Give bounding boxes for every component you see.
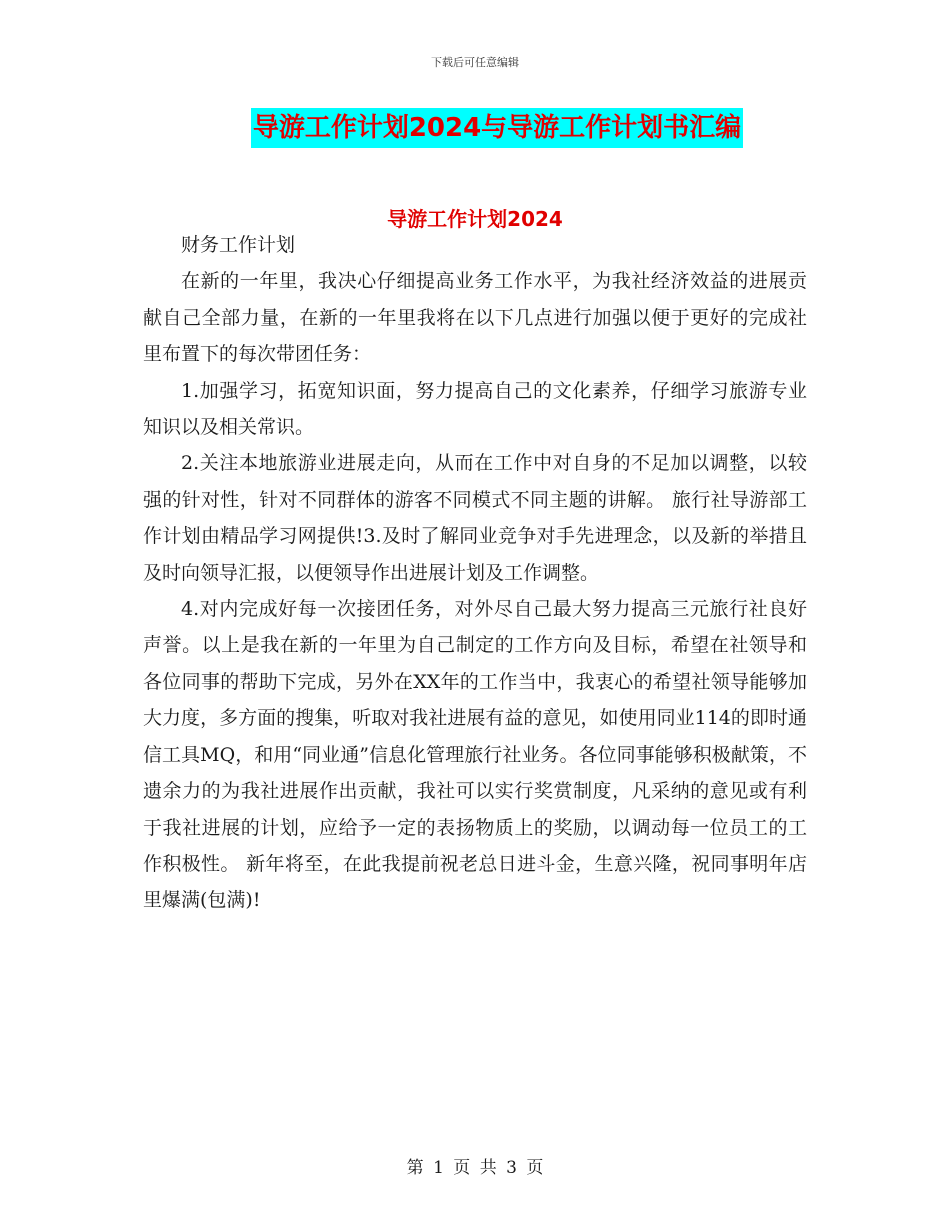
body-text [143, 227, 807, 919]
paragraph-subtitle: 财务工作计划 [181, 234, 296, 256]
main-title-container [0, 108, 950, 148]
paragraph: 在新的一年里，我决心仔细提高业务工作水平，为我社经济效益的进展贡献自己全部力量，在新的一年里我将在以下几点进行加强以便于更好的完成社里布置下的每次带团任务： [143, 270, 807, 366]
paragraph: 4.对内完成好每一次接团任务，对外尽自己最大努力提高三元旅行社良好声誉。以上是我在新的一年里为自己制定的工作方向及目标，希望在社领导和各位同事的帮助下完成，另外在XX年的工作当中，我衷心的希望社领导能够加大力度，多方面的搜集，听取对我社进展有益的意见，如使用同业114的即时通信工具MQ，和用“同业通”信息化管理旅行社业务。各位同事能够积极献策，不遗余力的为我社进展作出贡献，我社可以实行奖赏制度，凡采纳的意见或有利于我社进展的计划，应给予一定的表扬物质上的奖励，以调动每一位员工的工作积极性。 新年将至，在此我提前祝老总日进斗金，生意兴隆，祝同事明年店里爆满(包满)! [143, 598, 807, 912]
page-number-footer: 第 1 页 共 3 页 [406, 1158, 544, 1178]
paragraph: 1.加强学习，拓宽知识面，努力提高自己的文化素养，仔细学习旅游专业知识以及相关常识。 [143, 379, 807, 439]
header-note: 下载后可任意编辑 [431, 56, 519, 69]
main-title: 导游工作计划2024与导游工作计划书汇编 [251, 108, 743, 148]
paragraph: 2.关注本地旅游业进展走向，从而在工作中对自身的不足加以调整，以较强的针对性，针对不同群体的游客不同模式不同主题的讲解。 旅行社导游部工作计划由精品学习网提供!3.及时了解同业竞争对手先进理念，以及新的举措且及时向领导汇报，以便领导作出进展计划及工作调整。 [143, 452, 807, 584]
section-title: 导游工作计划2024 [387, 207, 563, 231]
